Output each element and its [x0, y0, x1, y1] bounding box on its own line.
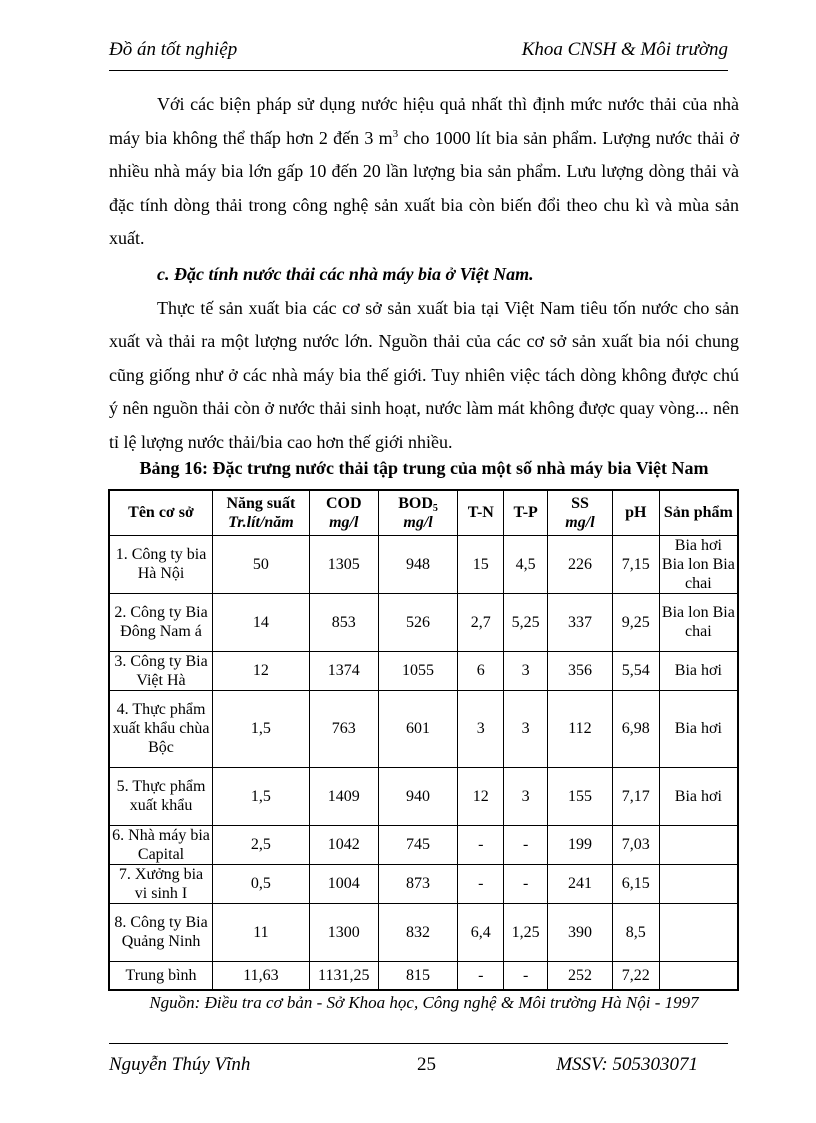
header-faculty: Khoa CNSH & Môi trường [521, 39, 728, 60]
cell-tn: 6,4 [458, 903, 504, 961]
cell-cod: 853 [309, 593, 378, 651]
cell-cod: 1305 [309, 535, 378, 593]
cell-tn: 2,7 [458, 593, 504, 651]
cell-capacity: 0,5 [213, 864, 310, 903]
col-name: Tên cơ sở [109, 490, 213, 535]
cell-product: Bia hơi [659, 767, 738, 825]
table-row [109, 864, 738, 903]
table-source: Nguồn: Điều tra cơ bản - Sở Khoa học, Công nghệ & Môi trường Hà Nội - 1997 [149, 993, 699, 1012]
table-row [109, 690, 738, 767]
page-number: 25 [417, 1054, 436, 1075]
cell-tp: 4,5 [504, 535, 548, 593]
cell-cod: 1374 [309, 651, 378, 690]
table-row [109, 903, 738, 961]
cell-product: Bia hơi [659, 651, 738, 690]
cell-capacity: 1,5 [213, 767, 310, 825]
col-cod: COD mg/l [309, 490, 378, 535]
cell-capacity: 12 [213, 651, 310, 690]
cell-bod: 940 [378, 767, 458, 825]
cell-capacity: 14 [213, 593, 310, 651]
cell-name: 5. Thực phẩm xuất khẩu [109, 767, 213, 825]
cell-product: Bia hơi [659, 690, 738, 767]
cell-cod: 1042 [309, 825, 378, 864]
cell-tp: - [504, 864, 548, 903]
cell-product [659, 903, 738, 961]
paragraph-wastewater-norms: Với các biện pháp sử dụng nước hiệu quả nhất thì định mức nước thải của nhà máy bia không thể thấp hơn 2 đến 3 $m^3$ cho 1000 lít bia sản phẩm. Lượng nước thải ở nhiều nhà máy bia lớn gấp 10 đến 20 lần lượng bia sản phẩm. Lưu lượng dòng thải và đặc tính dòng thải trong công nghệ sản xuất bia còn biến đổi theo chu kì và mùa sản xuất. [109, 94, 739, 248]
cell-cod: 1300 [309, 903, 378, 961]
page-footer [109, 1043, 728, 1078]
col-bod: $BOD_5$ mg/l [378, 490, 458, 535]
cell-capacity: 2,5 [213, 825, 310, 864]
cell-tp: 5,25 [504, 593, 548, 651]
cell-tp: - [504, 825, 548, 864]
cell-tp: 3 [504, 690, 548, 767]
cell-tn: - [458, 825, 504, 864]
body-text [109, 88, 739, 459]
cell-bod: 873 [378, 864, 458, 903]
cell-name: 3. Công ty Bia Việt Hà [109, 651, 213, 690]
cell-name: 7. Xưởng bia vi sinh I [109, 864, 213, 903]
cell-bod: 815 [378, 961, 458, 990]
section-heading: c. Đặc tính nước thải các nhà máy bia ở Việt Nam. [157, 263, 534, 284]
table-caption: Bảng 16: Đặc trưng nước thải tập trung của một số nhà máy bia Việt Nam [139, 458, 709, 478]
cell-product: Bia lon Bia chai [659, 593, 738, 651]
table-header-row [109, 490, 738, 535]
paragraph-vietnam-breweries: Thực tế sản xuất bia các cơ sở sản xuất bia tại Việt Nam tiêu tốn nước cho sản xuất và thải ra một lượng nước lớn. Nguồn thải của các cơ sở sản xuất bia nói chung cũng giống như ở các nhà máy bia thế giới. Tuy nhiên việc tách dòng không được chú ý nên nguồn thải còn ở nước thải sinh hoạt, nước làm mát không được quay vòng... nên tỉ lệ lượng nước thải/bia cao hơn thế giới nhiều. [109, 297, 739, 452]
cell-product: Bia hơi Bia lon Bia chai [659, 535, 738, 593]
col-tn: T-N [458, 490, 504, 535]
cell-capacity: 11 [213, 903, 310, 961]
cell-name: 1. Công ty bia Hà Nội [109, 535, 213, 593]
cell-ss: 241 [548, 864, 613, 903]
table-row [109, 535, 738, 593]
cell-capacity: 11,63 [213, 961, 310, 990]
cell-tn: 12 [458, 767, 504, 825]
cell-tn: - [458, 864, 504, 903]
cell-cod: 1004 [309, 864, 378, 903]
cell-bod: 601 [378, 690, 458, 767]
cell-name: Trung bình [109, 961, 213, 990]
cell-ph: 7,15 [612, 535, 659, 593]
cell-tn: - [458, 961, 504, 990]
cell-cod: 763 [309, 690, 378, 767]
cell-ss: 252 [548, 961, 613, 990]
cell-ss: 155 [548, 767, 613, 825]
cell-ph: 7,03 [612, 825, 659, 864]
cell-ph: 8,5 [612, 903, 659, 961]
cell-name: 4. Thực phẩm xuất khẩu chùa Bộc [109, 690, 213, 767]
header-document-type: Đồ án tốt nghiệp [109, 39, 238, 60]
col-tp: T-P [504, 490, 548, 535]
cell-ph: 6,15 [612, 864, 659, 903]
cell-tp: 3 [504, 651, 548, 690]
cell-ss: 337 [548, 593, 613, 651]
cell-capacity: 50 [213, 535, 310, 593]
table-row [109, 825, 738, 864]
wastewater-table [108, 489, 739, 991]
cell-name: 2. Công ty Bia Đông Nam á [109, 593, 213, 651]
cell-product [659, 825, 738, 864]
footer-author: Nguyễn Thúy Vĩnh [109, 1054, 251, 1075]
cell-ph: 7,17 [612, 767, 659, 825]
cell-tn: 3 [458, 690, 504, 767]
cell-ss: 390 [548, 903, 613, 961]
col-ss: SS mg/l [548, 490, 613, 535]
cell-name: 8. Công ty Bia Quảng Ninh [109, 903, 213, 961]
table-row [109, 651, 738, 690]
cell-ss: 356 [548, 651, 613, 690]
cell-bod: 948 [378, 535, 458, 593]
cell-ss: 112 [548, 690, 613, 767]
table-row [109, 767, 738, 825]
cell-bod: 1055 [378, 651, 458, 690]
cell-name: 6. Nhà máy bia Capital [109, 825, 213, 864]
cell-ph: 7,22 [612, 961, 659, 990]
cell-bod: 832 [378, 903, 458, 961]
cell-ph: 9,25 [612, 593, 659, 651]
cell-tn: 6 [458, 651, 504, 690]
footer-student-id: MSSV: 505303071 [556, 1054, 698, 1075]
table-row [109, 593, 738, 651]
cell-ss: 199 [548, 825, 613, 864]
cell-ph: 5,54 [612, 651, 659, 690]
page-header [109, 36, 728, 71]
cell-tn: 15 [458, 535, 504, 593]
superscript-cubic: 3 [392, 127, 399, 140]
cell-ph: 6,98 [612, 690, 659, 767]
table-row [109, 961, 738, 990]
cell-tp: - [504, 961, 548, 990]
col-ph: pH [612, 490, 659, 535]
cell-capacity: 1,5 [213, 690, 310, 767]
cell-cod: 1131,25 [309, 961, 378, 990]
col-product: Sản phẩm [659, 490, 738, 535]
cell-tp: 1,25 [504, 903, 548, 961]
cell-ss: 226 [548, 535, 613, 593]
col-capacity: Năng suất Tr.lít/năm [213, 490, 310, 535]
cell-cod: 1409 [309, 767, 378, 825]
cell-bod: 745 [378, 825, 458, 864]
cell-product [659, 961, 738, 990]
cell-bod: 526 [378, 593, 458, 651]
cell-product [659, 864, 738, 903]
cell-tp: 3 [504, 767, 548, 825]
